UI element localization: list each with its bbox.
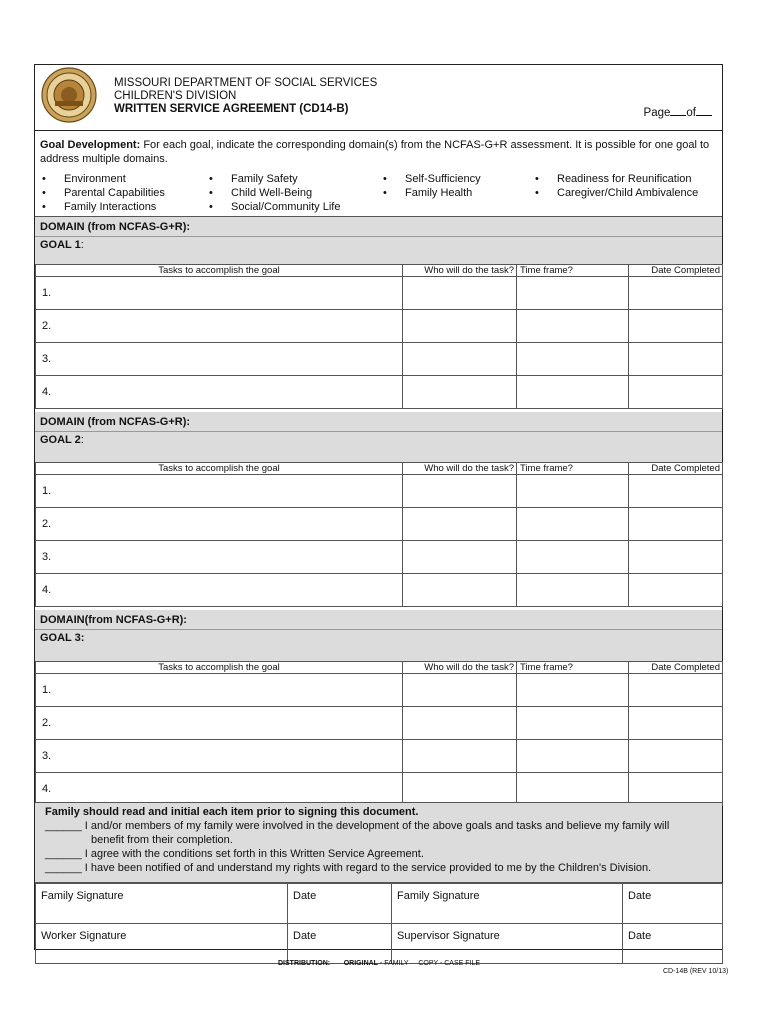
original-text: - FAMILY: [377, 960, 409, 967]
initial-item-1[interactable]: ______ I and/or members of my family were involved in the development of the above goals and tasks and believe my family will: [45, 820, 670, 832]
division-name: CHILDREN'S DIVISION: [114, 90, 237, 102]
divider: [35, 236, 722, 237]
domain-column: [381, 172, 481, 200]
initial-item-3[interactable]: ______ I have been notified of and understand my rights with regard to the service provided to me by the Children's Division.: [45, 862, 652, 874]
table-row: [36, 475, 723, 508]
date-cell[interactable]: [629, 277, 723, 310]
tasks-header: Tasks to accomplish the goal: [36, 662, 403, 674]
date-cell[interactable]: [629, 508, 723, 541]
time-cell[interactable]: [517, 740, 629, 773]
table-row: [36, 310, 723, 343]
who-header: Who will do the task?: [403, 463, 517, 475]
task-cell[interactable]: 2.: [36, 310, 403, 343]
goal-label: [40, 434, 84, 446]
task-cell[interactable]: 2.: [36, 707, 403, 740]
table-row: [36, 924, 723, 964]
who-cell[interactable]: [403, 376, 517, 409]
agency-block: [114, 77, 377, 116]
time-header: Time frame?: [517, 662, 629, 674]
domain-label: DOMAIN (from NCFAS-G+R):: [40, 416, 191, 428]
who-cell[interactable]: [403, 674, 517, 707]
state-seal-icon: [41, 67, 97, 123]
date-cell[interactable]: [629, 574, 723, 607]
date-header: Date Completed: [629, 662, 723, 674]
acknowledgement-section: [35, 802, 722, 883]
task-cell[interactable]: 3.: [36, 541, 403, 574]
time-cell[interactable]: [517, 541, 629, 574]
date-cell[interactable]: [629, 541, 723, 574]
domain-item: • Family Interactions: [40, 200, 165, 214]
table-row: [36, 740, 723, 773]
supervisor-signature-field[interactable]: Supervisor Signature: [392, 924, 623, 964]
time-header: Time frame?: [517, 463, 629, 475]
family-signature-field[interactable]: Family Signature: [392, 884, 623, 924]
goal-development-label: Goal Development:: [40, 139, 141, 151]
service-agreement-form: [34, 64, 723, 950]
agency-name: MISSOURI DEPARTMENT OF SOCIAL SERVICES: [114, 77, 378, 89]
task-cell[interactable]: 4.: [36, 376, 403, 409]
divider: [35, 431, 722, 432]
time-cell[interactable]: [517, 773, 629, 806]
date-cell[interactable]: [629, 343, 723, 376]
table-row: [36, 574, 723, 607]
table-row: [36, 884, 723, 924]
time-cell[interactable]: [517, 310, 629, 343]
time-cell[interactable]: [517, 674, 629, 707]
family-signature-field[interactable]: Family Signature: [36, 884, 288, 924]
acknowledgement-heading: Family should read and initial each item prior to signing this document.: [45, 806, 419, 818]
domain-label: DOMAIN(from NCFAS-G+R):: [40, 614, 187, 626]
form-title: WRITTEN SERVICE AGREEMENT (CD14-B): [114, 103, 349, 115]
page-of: [644, 105, 712, 119]
page-label: Page: [643, 107, 671, 119]
time-cell[interactable]: [517, 277, 629, 310]
who-header: Who will do the task?: [403, 662, 517, 674]
table-row: [36, 508, 723, 541]
date-cell[interactable]: [629, 740, 723, 773]
table-row: [36, 674, 723, 707]
goal-3-task-table: [35, 661, 723, 806]
goal-1-header: [35, 216, 722, 265]
who-cell[interactable]: [403, 574, 517, 607]
time-cell[interactable]: [517, 376, 629, 409]
time-cell[interactable]: [517, 574, 629, 607]
date-field[interactable]: Date: [288, 924, 392, 964]
time-cell[interactable]: [517, 343, 629, 376]
tasks-header: Tasks to accomplish the goal: [36, 463, 403, 475]
initial-item-2[interactable]: ______ I agree with the conditions set forth in this Written Service Agreement.: [45, 848, 424, 860]
who-cell[interactable]: [403, 343, 517, 376]
goal-3-header: [35, 610, 722, 661]
task-cell[interactable]: 4.: [36, 773, 403, 806]
goal-number: GOAL 1: [40, 239, 81, 251]
domain-item: • Family Health: [381, 186, 481, 200]
domain-item: • Family Safety: [207, 172, 340, 186]
goal-number: GOAL 3:: [40, 632, 85, 644]
domain-column: [533, 172, 698, 200]
distribution-label: DISTRIBUTION:: [278, 960, 331, 967]
goal-1-task-table: [35, 264, 723, 409]
goal-colon: :: [80, 434, 84, 446]
time-cell[interactable]: [517, 475, 629, 508]
divider: [35, 629, 722, 630]
who-cell[interactable]: [403, 541, 517, 574]
signature-table: [35, 883, 723, 964]
who-cell[interactable]: [403, 707, 517, 740]
date-header: Date Completed: [629, 265, 723, 277]
time-header: Time frame?: [517, 265, 629, 277]
goal-2-task-table: [35, 462, 723, 607]
domain-item: • Self-Sufficiency: [381, 172, 481, 186]
table-row: [36, 541, 723, 574]
task-cell[interactable]: 1.: [36, 475, 403, 508]
goal-colon: :: [80, 239, 84, 251]
date-cell[interactable]: [629, 773, 723, 806]
time-cell[interactable]: [517, 508, 629, 541]
table-row: [36, 376, 723, 409]
copy-text: COPY - CASE FILE: [418, 960, 481, 967]
goal-2-header: [35, 412, 722, 462]
table-row: [36, 277, 723, 310]
who-cell[interactable]: [403, 310, 517, 343]
date-cell[interactable]: [629, 674, 723, 707]
who-cell[interactable]: [403, 740, 517, 773]
date-field[interactable]: Date: [288, 884, 392, 924]
domain-item: • Caregiver/Child Ambivalence: [533, 186, 698, 200]
of-label: of: [686, 107, 696, 119]
date-cell[interactable]: [629, 376, 723, 409]
goal-development-text: For each goal, indicate the corresponding domain(s) from the NCFAS-G+R assessment. It is possible for one goal to address multiple domains.: [40, 139, 710, 165]
date-cell[interactable]: [629, 475, 723, 508]
goal-label: [40, 239, 84, 251]
domain-item: • Social/Community Life: [207, 200, 340, 214]
task-cell[interactable]: 2.: [36, 508, 403, 541]
date-cell[interactable]: [629, 707, 723, 740]
date-field[interactable]: Date: [623, 884, 723, 924]
distribution-line: [278, 960, 480, 967]
date-cell[interactable]: [629, 310, 723, 343]
worker-signature-field[interactable]: Worker Signature: [36, 924, 288, 964]
initial-item-1-cont: benefit from their completion.: [91, 834, 233, 846]
goal-development: [40, 138, 716, 166]
who-header: Who will do the task?: [403, 265, 517, 277]
original-label: ORIGINAL: [343, 960, 378, 967]
domain-item: • Child Well-Being: [207, 186, 340, 200]
domain-label: DOMAIN (from NCFAS-G+R):: [40, 221, 191, 233]
goal-number: GOAL 2: [40, 434, 81, 446]
task-cell[interactable]: 1.: [36, 277, 403, 310]
who-cell[interactable]: [403, 277, 517, 310]
domain-column: [40, 172, 165, 214]
table-row: [36, 707, 723, 740]
page-total-field[interactable]: [696, 105, 712, 116]
domain-item: • Readiness for Reunification: [533, 172, 698, 186]
date-field[interactable]: Date: [623, 924, 723, 964]
task-cell[interactable]: 3.: [36, 343, 403, 376]
domain-item: • Environment: [40, 172, 165, 186]
time-cell[interactable]: [517, 707, 629, 740]
domain-item: • Parental Capabilities: [40, 186, 165, 200]
who-cell[interactable]: [403, 773, 517, 806]
task-cell[interactable]: 4.: [36, 574, 403, 607]
form-header: [35, 65, 722, 131]
date-header: Date Completed: [629, 463, 723, 475]
tasks-header: Tasks to accomplish the goal: [36, 265, 403, 277]
task-cell[interactable]: 3.: [36, 740, 403, 773]
who-cell[interactable]: [403, 475, 517, 508]
page-number-field[interactable]: [670, 105, 686, 116]
table-row: [36, 343, 723, 376]
table-row: [36, 773, 723, 806]
who-cell[interactable]: [403, 508, 517, 541]
domain-column: [207, 172, 340, 214]
goal-label: [40, 632, 84, 644]
form-revision: CD-14B (REV 10/13): [663, 968, 729, 975]
task-cell[interactable]: 1.: [36, 674, 403, 707]
